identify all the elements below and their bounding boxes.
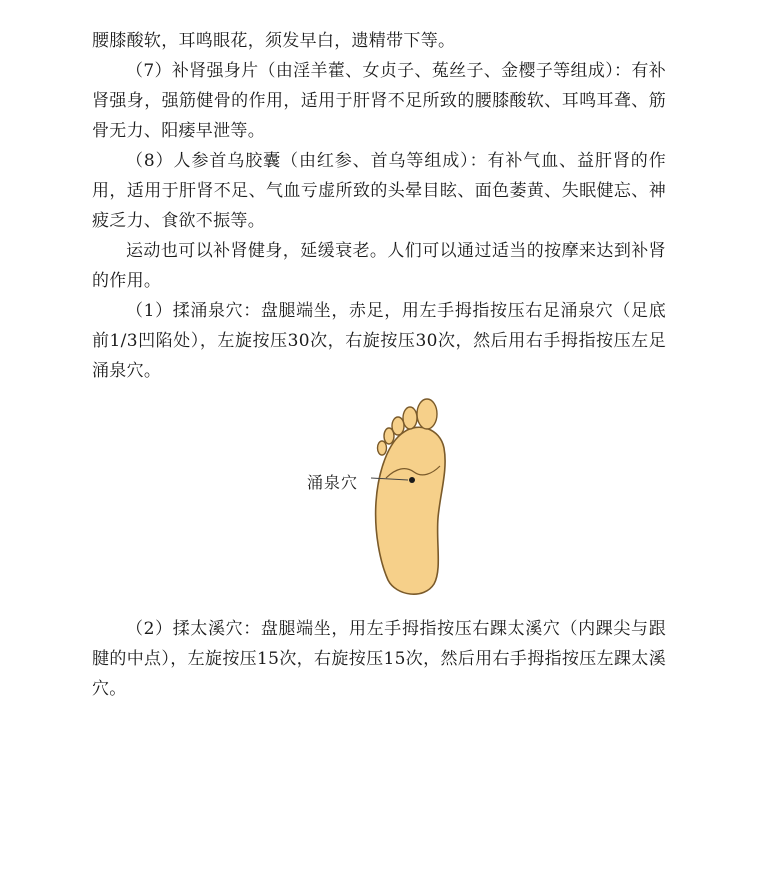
paragraph-exercise-intro: 运动也可以补肾健身，延缓衰老。人们可以通过适当的按摩来达到补肾的作用。: [92, 241, 666, 291]
paragraph-item-8: （8）人参首乌胶囊（由红参、首乌等组成）：有补气血、益肝肾的作用，适用于肝肾不足、气血亏虚所致的头晕目眩、面色萎黄、失眠健忘、神疲乏力、食欲不振等。: [92, 151, 666, 231]
toe-4: [384, 428, 394, 444]
paragraph-yongquan: （1）揉涌泉穴：盘腿端坐，赤足，用左手拇指按压右足涌泉穴（足底前1/3凹陷处），左旋按压30次，右旋按压30次，然后用右手拇指按压左足涌泉穴。: [92, 301, 666, 381]
paragraph-continuation: 腰膝酸软，耳鸣眼花，须发早白，遗精带下等。: [92, 31, 456, 51]
document-page: [92, 26, 666, 704]
toe-2: [403, 407, 417, 429]
figure-label: 涌泉穴: [307, 473, 359, 492]
acupoint-marker: [409, 477, 415, 483]
foot-figure: [92, 392, 666, 614]
toe-5: [378, 441, 387, 455]
big-toe: [417, 399, 437, 429]
foot-sole-icon: [92, 392, 666, 614]
paragraph-taixi: （2）揉太溪穴：盘腿端坐，用左手拇指按压右踝太溪穴（内踝尖与跟腱的中点），左旋按压15次，右旋按压15次，然后用右手拇指按压左踝太溪穴。: [92, 619, 666, 699]
paragraph-item-7: （7）补肾强身片（由淫羊藿、女贞子、菟丝子、金樱子等组成）：有补肾强身，强筋健骨的作用，适用于肝肾不足所致的腰膝酸软、耳鸣耳聋、筋骨无力、阳痿早泄等。: [92, 61, 666, 141]
